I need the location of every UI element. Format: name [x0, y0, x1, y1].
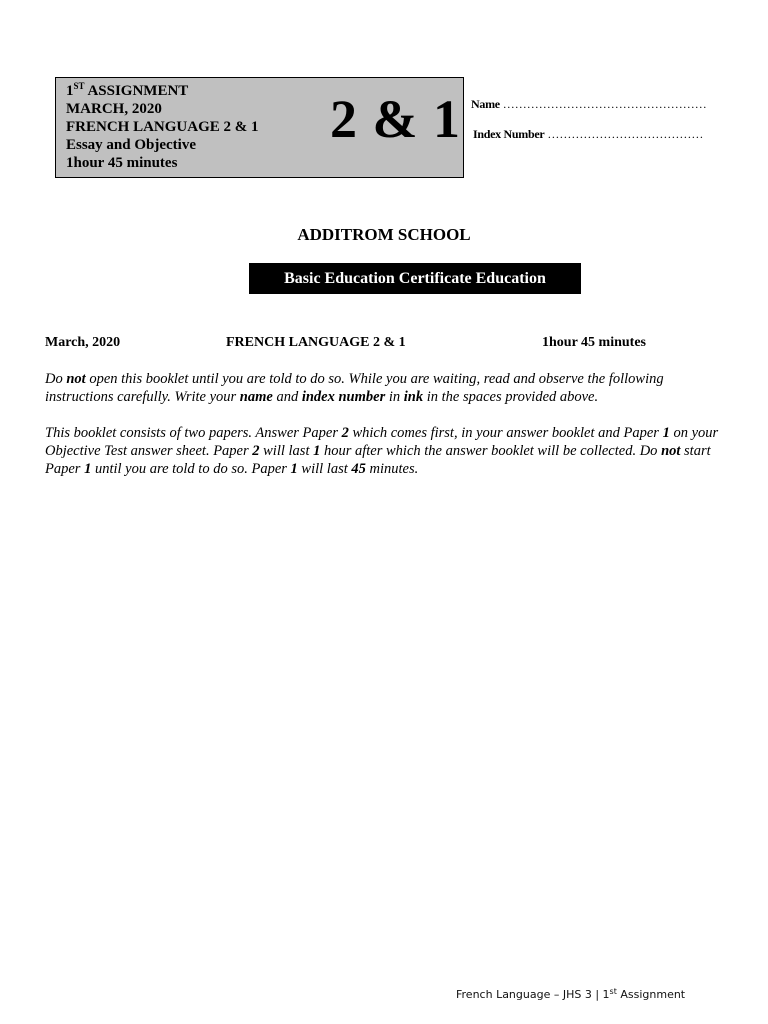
instructions-paragraph-2: This booklet consists of two papers. Answer Paper 2 which comes first, in your answer booklet and Paper 1 on your Objective Test answer sheet. Paper 2 will last 1 hour after which the answer booklet will be collected. Do not start Paper 1 until you are told to do so. Paper 1 will last 45 minutes. — [45, 425, 719, 477]
info-duration: 1hour 45 minutes — [542, 335, 646, 350]
header-subject: FRENCH LANGUAGE 2 & 1 — [66, 119, 259, 135]
assignment-number: 1 — [66, 83, 74, 99]
header-date: MARCH, 2020 — [66, 101, 162, 117]
header-paper-type: Essay and Objective — [66, 137, 197, 153]
name-field[interactable] — [471, 97, 707, 112]
footer-text: French Language – JHS 3 | 1 — [456, 988, 610, 1001]
assignment-label: ASSIGNMENT — [84, 83, 189, 99]
header-lines — [66, 82, 259, 172]
header-duration: 1hour 45 minutes — [66, 155, 178, 171]
index-number-dots: ………………………………… — [544, 127, 704, 141]
assignment-ordinal: ST — [73, 81, 85, 91]
school-name: ADDITROM SCHOOL — [297, 225, 471, 244]
info-date: March, 2020 — [45, 335, 121, 350]
header-box — [55, 77, 464, 178]
assignment-line — [66, 82, 259, 100]
page-footer — [456, 988, 685, 1001]
exam-banner: Basic Education Certificate Education — [249, 263, 581, 294]
info-subject: FRENCH LANGUAGE 2 & 1 — [226, 335, 406, 350]
instructions-paragraph-1: Do not open this booklet until you are told to do so. While you are waiting, read and observe the following instructions carefully. Write your name and index number in ink in the spaces provided above. — [45, 371, 664, 405]
paper-number: 2 & 1 — [330, 89, 461, 149]
name-dots: …………………………………………… — [499, 97, 707, 111]
footer-ordinal: st — [609, 987, 617, 996]
name-label: Name — [471, 97, 500, 111]
index-number-field[interactable] — [473, 127, 703, 142]
footer-rest: Assignment — [616, 988, 686, 1001]
index-number-label: Index Number — [473, 127, 545, 141]
